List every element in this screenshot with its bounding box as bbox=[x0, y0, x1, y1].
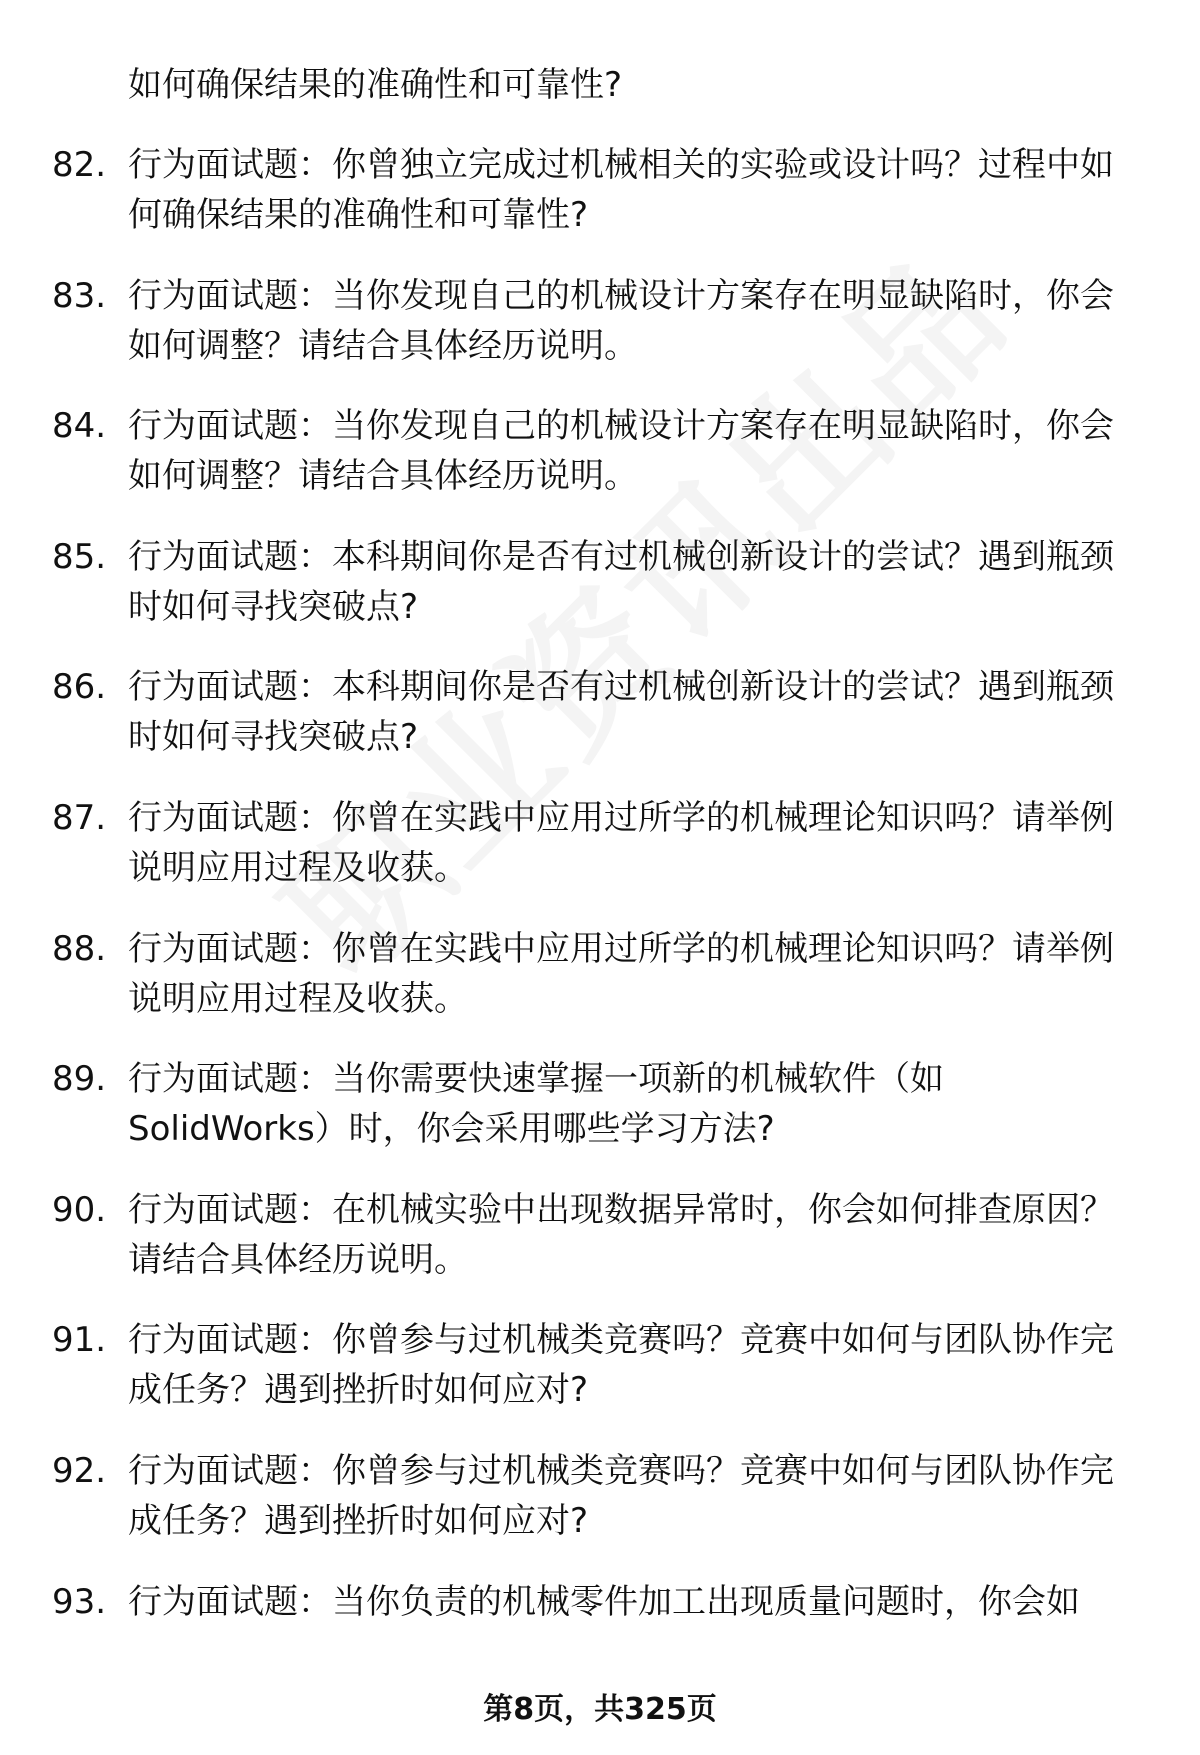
question-text: 行为面试题：当你发现自己的机械设计方案存在明显缺陷时，你会如何调整？请结合具体经历说明。 bbox=[128, 406, 1114, 497]
question-item bbox=[0, 1446, 1200, 1577]
question-item bbox=[0, 1054, 1200, 1185]
question-item bbox=[0, 140, 1200, 271]
question-list bbox=[0, 140, 1200, 1707]
question-text: 行为面试题：你曾独立完成过机械相关的实验或设计吗？过程中如何确保结果的准确性和可靠性? bbox=[128, 145, 1114, 235]
question-text: 行为面试题：你曾在实践中应用过所学的机械理论知识吗？请举例说明应用过程及收获。 bbox=[128, 797, 1114, 888]
question-item bbox=[0, 924, 1200, 1055]
page-footer: 第8页，共325页 bbox=[483, 1692, 717, 1727]
question-item bbox=[0, 662, 1200, 793]
question-item bbox=[0, 1315, 1200, 1446]
question-number: 87. bbox=[52, 797, 107, 838]
question-number: 92. bbox=[52, 1450, 107, 1491]
question-number: 83. bbox=[52, 275, 107, 316]
question-item bbox=[0, 271, 1200, 402]
question-text: 行为面试题：你曾参与过机械类竞赛吗？竞赛中如何与团队协作完成任务？遇到挫折时如何应对? bbox=[128, 1450, 1114, 1541]
question-number: 88. bbox=[52, 928, 107, 969]
question-number: 84. bbox=[52, 406, 107, 447]
question-number: 90. bbox=[52, 1189, 107, 1230]
question-text: 行为面试题：你曾参与过机械类竞赛吗？竞赛中如何与团队协作完成任务？遇到挫折时如何应对? bbox=[128, 1320, 1114, 1411]
question-item bbox=[0, 1185, 1200, 1316]
question-text: 行为面试题：本科期间你是否有过机械创新设计的尝试？遇到瓶颈时如何寻找突破点? bbox=[128, 667, 1114, 758]
question-text: 行为面试题：当你需要快速掌握一项新的机械软件（如SolidWorks）时，你会采用哪些学习方法? bbox=[128, 1059, 944, 1150]
question-number: 89. bbox=[52, 1059, 107, 1100]
question-item bbox=[0, 532, 1200, 663]
question-item bbox=[0, 1577, 1200, 1708]
question-number: 93. bbox=[52, 1581, 107, 1622]
question-item bbox=[0, 401, 1200, 532]
question-number: 91. bbox=[52, 1320, 107, 1361]
question-number: 85. bbox=[52, 536, 107, 577]
question-text: 行为面试题：当你发现自己的机械设计方案存在明显缺陷时，你会如何调整？请结合具体经历说明。 bbox=[128, 275, 1114, 366]
question-text: 行为面试题：当你负责的机械零件加工出现质量问题时，你会如 bbox=[128, 1581, 1080, 1622]
question-number: 82. bbox=[52, 145, 107, 185]
question-text: 行为面试题：在机械实验中出现数据异常时，你会如何排查原因？请结合具体经历说明。 bbox=[128, 1189, 1114, 1280]
continuation-line: 如何确保结果的准确性和可靠性? bbox=[128, 65, 623, 105]
question-item bbox=[0, 793, 1200, 924]
question-text: 行为面试题：你曾在实践中应用过所学的机械理论知识吗？请举例说明应用过程及收获。 bbox=[128, 928, 1114, 1019]
question-number: 86. bbox=[52, 667, 107, 708]
question-text: 行为面试题：本科期间你是否有过机械创新设计的尝试？遇到瓶颈时如何寻找突破点? bbox=[128, 536, 1114, 627]
